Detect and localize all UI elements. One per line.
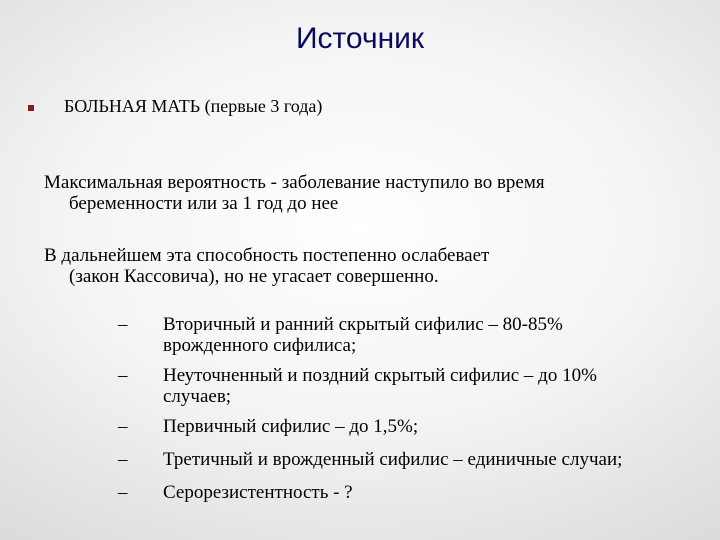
list-item-text — [163, 314, 708, 356]
square-bullet-icon — [28, 105, 34, 111]
list-item-text: Первичный сифилис – до 1,5%; — [163, 416, 419, 437]
dash-mark: – — [118, 482, 128, 503]
paragraph-line: беременности или за 1 год до нее — [69, 193, 339, 214]
list-item-line: врожденного сифилиса; — [163, 335, 357, 356]
paragraph-line: (закон Кассовича), но не угасает совершенно. — [69, 266, 439, 287]
dash-mark: – — [118, 449, 128, 470]
list-item — [118, 449, 708, 470]
dash-mark: – — [118, 314, 128, 335]
list-item — [118, 416, 708, 437]
list-item-line: Вторичный и ранний скрытый сифилис – 80-85% — [163, 314, 563, 335]
bullet-text: БОЛЬНАЯ МАТЬ (первые 3 года) — [64, 96, 323, 116]
paragraph-line: Максимальная вероятность - заболевание наступило во время — [44, 172, 545, 193]
list-item-text: Третичный и врожденный сифилис – единичные случаи; — [163, 449, 623, 470]
list-item-line: Неуточненный и поздний скрытый сифилис – до 10% — [163, 365, 597, 386]
slide-title: Источник — [295, 22, 425, 55]
paragraph-further-decline — [44, 245, 684, 287]
list-item — [118, 365, 708, 407]
list-item-line: случаев; — [163, 386, 232, 407]
paragraph-max-probability — [44, 172, 684, 214]
list-item-text: Серорезистентность - ? — [163, 482, 353, 503]
list-item — [118, 314, 708, 356]
bullet-item — [28, 96, 322, 117]
dash-mark: – — [118, 365, 128, 386]
list-item-text — [163, 365, 708, 407]
dash-list — [118, 314, 708, 503]
list-item — [118, 482, 708, 503]
dash-mark: – — [118, 416, 128, 437]
paragraph-line: В дальнейшем эта способность постепенно ослабевает — [44, 245, 490, 266]
